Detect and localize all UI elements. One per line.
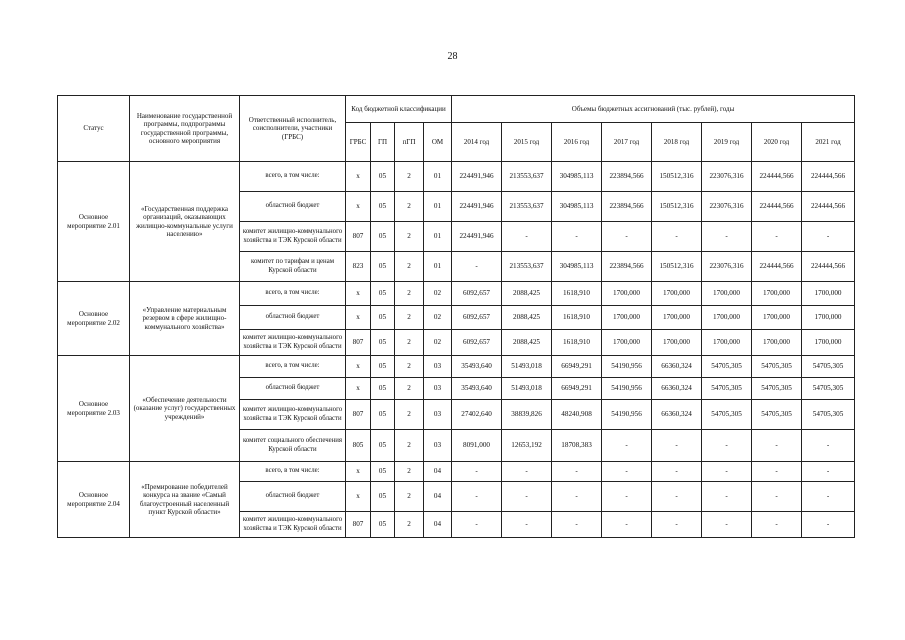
table-row	[58, 356, 855, 378]
code-pgp-cell: 2	[395, 430, 424, 462]
code-pgp-cell: 2	[395, 282, 424, 306]
executor-cell: всего, в том числе:	[240, 356, 346, 378]
value-cell: 224444,566	[802, 252, 855, 282]
value-cell: 213553,637	[502, 252, 552, 282]
value-cell: 54705,305	[802, 400, 855, 430]
name-cell: «Государственная поддержка организаций, оказывающих жилищно-коммунальные услуги населению»	[130, 162, 240, 282]
value-cell: -	[802, 482, 855, 512]
header-year: 2014 год	[452, 123, 502, 162]
code-gp-cell: 05	[371, 162, 395, 192]
value-cell: 224444,566	[752, 162, 802, 192]
executor-cell: областной бюджет	[240, 306, 346, 330]
header-code-grbs: ГРБС	[346, 123, 371, 162]
value-cell: -	[452, 482, 502, 512]
value-cell: 1618,910	[552, 306, 602, 330]
value-cell: 224491,946	[452, 162, 502, 192]
value-cell: 35493,640	[452, 356, 502, 378]
value-cell: -	[752, 482, 802, 512]
value-cell: 38839,826	[502, 400, 552, 430]
code-om-cell: 01	[424, 162, 452, 192]
table-row	[58, 162, 855, 192]
value-cell: 1700,000	[702, 306, 752, 330]
value-cell: -	[452, 462, 502, 482]
value-cell: 54705,305	[752, 400, 802, 430]
value-cell: 224491,946	[452, 222, 502, 252]
value-cell: 2088,425	[502, 306, 552, 330]
value-cell: 54705,305	[752, 378, 802, 400]
code-om-cell: 02	[424, 330, 452, 356]
value-cell: 66949,291	[552, 356, 602, 378]
status-cell: Основное мероприятие 2.02	[58, 282, 130, 356]
value-cell: 2088,425	[502, 330, 552, 356]
executor-cell: областной бюджет	[240, 192, 346, 222]
name-cell: «Управление материальным резервом в сфере жилищно-коммунального хозяйства»	[130, 282, 240, 356]
value-cell: 54190,956	[602, 356, 652, 378]
code-grbs-cell: х	[346, 192, 371, 222]
code-grbs-cell: 807	[346, 330, 371, 356]
value-cell: 54705,305	[752, 356, 802, 378]
value-cell: 48240,908	[552, 400, 602, 430]
value-cell: 223894,566	[602, 162, 652, 192]
code-pgp-cell: 2	[395, 482, 424, 512]
value-cell: -	[652, 482, 702, 512]
executor-cell: всего, в том числе:	[240, 282, 346, 306]
value-cell: -	[602, 430, 652, 462]
value-cell: -	[802, 430, 855, 462]
code-om-cell: 04	[424, 462, 452, 482]
value-cell: 213553,637	[502, 162, 552, 192]
executor-cell: областной бюджет	[240, 378, 346, 400]
value-cell: -	[552, 222, 602, 252]
value-cell: -	[502, 462, 552, 482]
header-code-gp: ГП	[371, 123, 395, 162]
code-gp-cell: 05	[371, 400, 395, 430]
value-cell: -	[752, 222, 802, 252]
value-cell: 54705,305	[702, 356, 752, 378]
value-cell: 54705,305	[802, 378, 855, 400]
executor-cell: всего, в том числе:	[240, 162, 346, 192]
code-grbs-cell: 807	[346, 400, 371, 430]
value-cell: -	[752, 430, 802, 462]
header-year: 2019 год	[702, 123, 752, 162]
header-volumes: Объемы бюджетных ассигнований (тыс. рублей), годы	[452, 96, 855, 123]
value-cell: 54190,956	[602, 400, 652, 430]
value-cell: -	[652, 462, 702, 482]
header-budget-code: Код бюджетной классификации	[346, 96, 452, 123]
value-cell: 150512,316	[652, 252, 702, 282]
value-cell: 51493,018	[502, 356, 552, 378]
value-cell: 66360,324	[652, 378, 702, 400]
code-pgp-cell: 2	[395, 330, 424, 356]
value-cell: 1700,000	[652, 282, 702, 306]
value-cell: -	[452, 512, 502, 538]
value-cell: -	[802, 462, 855, 482]
code-pgp-cell: 2	[395, 192, 424, 222]
value-cell: 1700,000	[602, 282, 652, 306]
value-cell: 54705,305	[702, 400, 752, 430]
value-cell: 1700,000	[752, 330, 802, 356]
value-cell: -	[702, 482, 752, 512]
code-om-cell: 02	[424, 282, 452, 306]
header-year: 2018 год	[652, 123, 702, 162]
value-cell: 223076,316	[702, 162, 752, 192]
name-cell: «Премирование победителей конкурса на звание «Самый благоустроенный населенный пункт Курской области»	[130, 462, 240, 538]
value-cell: -	[702, 430, 752, 462]
value-cell: 1700,000	[752, 282, 802, 306]
value-cell: 224444,566	[752, 252, 802, 282]
value-cell: 8091,000	[452, 430, 502, 462]
value-cell: -	[452, 252, 502, 282]
code-gp-cell: 05	[371, 330, 395, 356]
value-cell: 6092,657	[452, 306, 502, 330]
executor-cell: всего, в том числе:	[240, 462, 346, 482]
value-cell: -	[752, 462, 802, 482]
code-grbs-cell: 807	[346, 222, 371, 252]
executor-cell: комитет жилищно-коммунального хозяйства и ТЭК Курской области	[240, 512, 346, 538]
header-year: 2020 год	[752, 123, 802, 162]
value-cell: 224444,566	[752, 192, 802, 222]
page-number: 28	[447, 51, 458, 62]
header-status: Статус	[58, 96, 130, 162]
code-gp-cell: 05	[371, 192, 395, 222]
value-cell: 1618,910	[552, 282, 602, 306]
value-cell: 224491,946	[452, 192, 502, 222]
value-cell: 1700,000	[702, 282, 752, 306]
value-cell: 1700,000	[602, 306, 652, 330]
code-gp-cell: 05	[371, 222, 395, 252]
code-pgp-cell: 2	[395, 400, 424, 430]
code-om-cell: 03	[424, 400, 452, 430]
code-grbs-cell: х	[346, 162, 371, 192]
table-header	[58, 96, 855, 162]
value-cell: 1700,000	[702, 330, 752, 356]
value-cell: 51493,018	[502, 378, 552, 400]
value-cell: -	[552, 512, 602, 538]
value-cell: 1700,000	[602, 330, 652, 356]
code-gp-cell: 05	[371, 512, 395, 538]
code-gp-cell: 05	[371, 482, 395, 512]
value-cell: 1700,000	[802, 282, 855, 306]
value-cell: 223076,316	[702, 192, 752, 222]
value-cell: 1700,000	[652, 306, 702, 330]
code-pgp-cell: 2	[395, 462, 424, 482]
table-row	[58, 282, 855, 306]
name-cell: «Обеспечение деятельности (оказание услуг) государственных учреждений»	[130, 356, 240, 462]
value-cell: -	[752, 512, 802, 538]
code-om-cell: 03	[424, 356, 452, 378]
code-pgp-cell: 2	[395, 222, 424, 252]
value-cell: 66949,291	[552, 378, 602, 400]
value-cell: -	[552, 482, 602, 512]
value-cell: 224444,566	[802, 162, 855, 192]
value-cell: 35493,640	[452, 378, 502, 400]
value-cell: 213553,637	[502, 192, 552, 222]
value-cell: -	[552, 462, 602, 482]
header-year: 2021 год	[802, 123, 855, 162]
code-pgp-cell: 2	[395, 356, 424, 378]
code-grbs-cell: х	[346, 282, 371, 306]
value-cell: -	[702, 462, 752, 482]
code-pgp-cell: 2	[395, 306, 424, 330]
code-grbs-cell: х	[346, 462, 371, 482]
value-cell: 224444,566	[802, 192, 855, 222]
value-cell: 2088,425	[502, 282, 552, 306]
code-gp-cell: 05	[371, 252, 395, 282]
value-cell: 223894,566	[602, 192, 652, 222]
code-om-cell: 01	[424, 222, 452, 252]
value-cell: 1700,000	[652, 330, 702, 356]
value-cell: 150512,316	[652, 162, 702, 192]
value-cell: -	[702, 222, 752, 252]
code-pgp-cell: 2	[395, 512, 424, 538]
value-cell: 1700,000	[802, 306, 855, 330]
header-code-om: ОМ	[424, 123, 452, 162]
executor-cell: областной бюджет	[240, 482, 346, 512]
value-cell: 27402,640	[452, 400, 502, 430]
value-cell: 66360,324	[652, 400, 702, 430]
value-cell: 54190,956	[602, 378, 652, 400]
code-om-cell: 04	[424, 512, 452, 538]
code-om-cell: 02	[424, 306, 452, 330]
value-cell: 1700,000	[752, 306, 802, 330]
code-grbs-cell: 807	[346, 512, 371, 538]
code-om-cell: 01	[424, 192, 452, 222]
value-cell: -	[602, 512, 652, 538]
executor-cell: комитет социального обеспечения Курской области	[240, 430, 346, 462]
value-cell: -	[502, 482, 552, 512]
header-year: 2015 год	[502, 123, 552, 162]
value-cell: 18708,383	[552, 430, 602, 462]
value-cell: 12653,192	[502, 430, 552, 462]
executor-cell: комитет жилищно-коммунального хозяйства и ТЭК Курской области	[240, 330, 346, 356]
value-cell: 1618,910	[552, 330, 602, 356]
code-grbs-cell: 805	[346, 430, 371, 462]
code-pgp-cell: 2	[395, 378, 424, 400]
executor-cell: комитет по тарифам и ценам Курской области	[240, 252, 346, 282]
value-cell: -	[602, 222, 652, 252]
header-year: 2016 год	[552, 123, 602, 162]
code-grbs-cell: х	[346, 356, 371, 378]
header-year: 2017 год	[602, 123, 652, 162]
code-om-cell: 04	[424, 482, 452, 512]
value-cell: -	[802, 222, 855, 252]
header-name: Наименование государственной программы, подпрограммы государственной программы, основного мероприятия	[130, 96, 240, 162]
value-cell: 66360,324	[652, 356, 702, 378]
code-gp-cell: 05	[371, 462, 395, 482]
code-gp-cell: 05	[371, 282, 395, 306]
code-pgp-cell: 2	[395, 252, 424, 282]
value-cell: -	[602, 462, 652, 482]
code-grbs-cell: х	[346, 378, 371, 400]
table-row	[58, 462, 855, 482]
value-cell: -	[652, 512, 702, 538]
header-executor: Ответственный исполнитель, соисполнители, участники (ГРБС)	[240, 96, 346, 162]
value-cell: 6092,657	[452, 330, 502, 356]
value-cell: 6092,657	[452, 282, 502, 306]
code-grbs-cell: х	[346, 482, 371, 512]
header-code-pgp: пГП	[395, 123, 424, 162]
status-cell: Основное мероприятие 2.04	[58, 462, 130, 538]
status-cell: Основное мероприятие 2.01	[58, 162, 130, 282]
value-cell: 54705,305	[702, 378, 752, 400]
value-cell: 223076,316	[702, 252, 752, 282]
code-pgp-cell: 2	[395, 162, 424, 192]
value-cell: 150512,316	[652, 192, 702, 222]
code-gp-cell: 05	[371, 306, 395, 330]
value-cell: 1700,000	[802, 330, 855, 356]
value-cell: 54705,305	[802, 356, 855, 378]
value-cell: 304985,113	[552, 252, 602, 282]
code-gp-cell: 05	[371, 430, 395, 462]
value-cell: 304985,113	[552, 162, 602, 192]
status-cell: Основное мероприятие 2.03	[58, 356, 130, 462]
value-cell: 304985,113	[552, 192, 602, 222]
executor-cell: комитет жилищно-коммунального хозяйства и ТЭК Курской области	[240, 222, 346, 252]
code-gp-cell: 05	[371, 378, 395, 400]
value-cell: -	[502, 222, 552, 252]
executor-cell: комитет жилищно-коммунального хозяйства и ТЭК Курской области	[240, 400, 346, 430]
code-grbs-cell: х	[346, 306, 371, 330]
table-body	[58, 162, 855, 538]
code-om-cell: 01	[424, 252, 452, 282]
value-cell: -	[652, 222, 702, 252]
value-cell: -	[802, 512, 855, 538]
value-cell: -	[702, 512, 752, 538]
budget-table	[57, 95, 855, 538]
code-grbs-cell: 823	[346, 252, 371, 282]
code-gp-cell: 05	[371, 356, 395, 378]
value-cell: -	[502, 512, 552, 538]
code-om-cell: 03	[424, 430, 452, 462]
value-cell: -	[652, 430, 702, 462]
value-cell: -	[602, 482, 652, 512]
value-cell: 223894,566	[602, 252, 652, 282]
code-om-cell: 03	[424, 378, 452, 400]
